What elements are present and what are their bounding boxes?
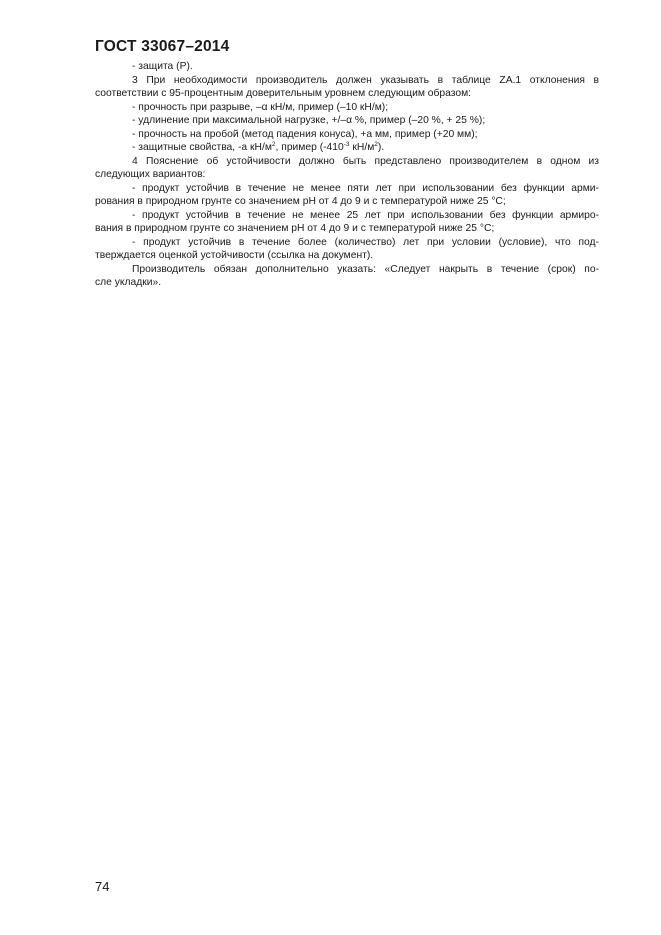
superscript: -3 — [343, 141, 350, 148]
text-line: - продукт устойчив в течение более (количество) лет при условии (условие), что под- — [132, 236, 599, 248]
text-line: Производитель обязан дополнительно указать: «Следует накрыть в течение (срок) по- — [132, 263, 599, 275]
text-line: - прочность при разрыве, –α кН/м, пример (–10 кН/м); — [132, 101, 389, 113]
text-line: рования в природном грунте со значением pH от 4 до 9 и с температурой ниже 25 °С; — [95, 196, 506, 207]
text-fragment: ). — [377, 142, 385, 153]
text-fragment: - защитные свойства, -а кН/м — [132, 142, 272, 153]
text-line: - удлинение при максимальной нагрузке, +/–α %, пример (–20 %, + 25 %); — [132, 115, 486, 126]
text-line: - продукт устойчив в течение не менее пяти лет при использовании без функции арми- — [132, 182, 599, 194]
text-line-with-superscripts — [95, 141, 599, 155]
text-line: тверждается оценкой устойчивости (ссылка на документ). — [95, 250, 374, 261]
text-line: - прочность на пробой (метод падения конуса), +а мм, пример (+20 мм); — [132, 128, 478, 140]
text-line: - продукт устойчив в течение не менее 25 лет при использовании без функции армиро- — [132, 209, 599, 221]
document-body — [95, 60, 599, 290]
superscript: 2 — [374, 141, 378, 148]
text-line: вания в природном грунте со значением pH от 4 до 9 и с температурой ниже 25 °С; — [95, 223, 495, 234]
text-line: 4 Пояснение об устойчивости должно быть представлено производителем в одном из — [132, 155, 599, 167]
text-fragment: , пример (-410 — [275, 142, 344, 153]
text-line: соответствии с 95-процентным доверительным уровнем следующим образом: — [95, 88, 472, 99]
text-fragment: кН/м — [349, 142, 375, 153]
page-number: 74 — [95, 879, 110, 894]
text-line: 3 При необходимости производитель должен указывать в таблице ZA.1 отклонения в — [132, 74, 599, 86]
document-header: ГОСТ 33067–2014 — [95, 38, 230, 55]
text-line: сле укладки». — [95, 277, 162, 288]
superscript: 2 — [271, 141, 276, 148]
text-line: - защита (Р). — [132, 61, 193, 72]
text-line: следующих вариантов: — [95, 169, 206, 180]
